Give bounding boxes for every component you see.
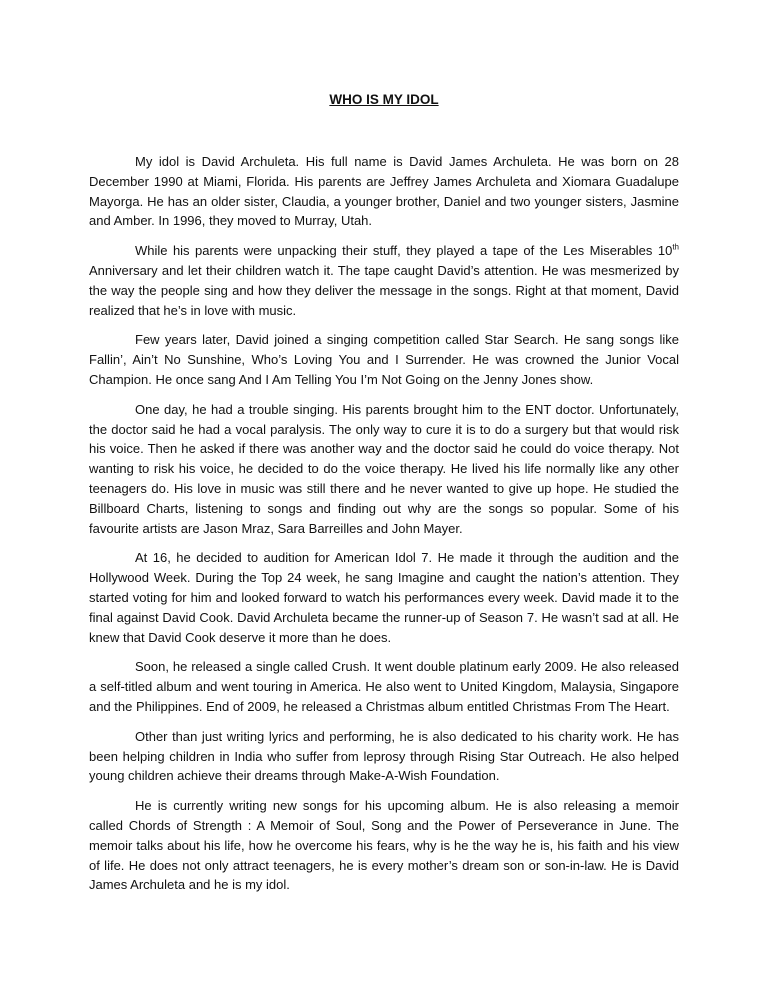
paragraph-4: One day, he had a trouble singing. His parents brought him to the ENT doctor. Unfortunately, the doctor said he had a vocal paralysis. The only way to cure it is to do a surgery but that would risk his voice. Then he asked if there was another way and the doctor said he could do voice therapy. Not wanting to risk his voice, he decided to do the voice therapy. He lived his life normally like any other teenagers do. His love in music was still there and he never wanted to give up hope. He studied the Billboard Charts, listening to songs and finding out why are the songs so popular. Some of his favourite artists are Jason Mraz, Sara Barreilles and John Mayer.	[89, 401, 679, 536]
document-body	[89, 152, 679, 905]
paragraph-2-text-start: While his parents were unpacking their stuff, they played a tape of the Les Miserables 10	[135, 243, 673, 259]
paragraph-3: Few years later, David joined a singing competition called Star Search. He sang songs like Fallin’, Ain’t No Sunshine, Who’s Loving You and I Surrender. He was crowned the Junior Vocal Champion. He once sang And I Am Telling You I’m Not Going on the Jenny Jones show.	[89, 332, 679, 387]
paragraph-7: Other than just writing lyrics and performing, he is also dedicated to his charity work. He has been helping children in India who suffer from leprosy through Rising Star Outreach. He also helped young children achieve their dreams through Make-A-Wish Foundation.	[89, 728, 679, 784]
paragraph-1: My idol is David Archuleta. His full name is David James Archuleta. He was born on 28 December 1990 at Miami, Florida. His parents are Jeffrey James Archuleta and Xiomara Guadalupe Mayorga. He has an older sister, Claudia, a younger brother, Daniel and two younger sisters, Jasmine and Amber. In 1996, they moved to Murray, Utah.	[89, 154, 679, 229]
superscript-th: th	[672, 242, 679, 252]
paragraph-2-text-end: Anniversary and let their children watch it. The tape caught David’s attention. He was mesmerized by the way the people sing and how they deliver the message in the songs. Right at that moment, David realized that he’s in love with music.	[89, 262, 679, 318]
paragraph-5: At 16, he decided to audition for American Idol 7. He made it through the audition and the Hollywood Week. During the Top 24 week, he sang Imagine and caught the nation’s attention. They started voting for him and looked forward to watch his performances every week. David made it to the final against David Cook. David Archuleta became the runner-up of Season 7. He wasn’t sad at all. He knew that David Cook deserve it more than he does.	[89, 550, 679, 645]
paragraph-2	[89, 241, 679, 320]
paragraph-6: Soon, he released a single called Crush. It went double platinum early 2009. He also released a self-titled album and went touring in America. He also went to United Kingdom, Malaysia, Singapore and the Philippines. End of 2009, he released a Christmas album entitled Christmas From The Heart.	[89, 659, 679, 714]
document-title: WHO IS MY IDOL	[329, 92, 439, 107]
paragraph-8: He is currently writing new songs for his upcoming album. He is also releasing a memoir called Chords of Strength : A Memoir of Soul, Song and the Power of Perseverance in June. The memoir talks about his life, how he overcome his fears, why is he the way he is, his faith and his view of life. He does not only attract teenagers, he is every mother’s dream son or son-in-law. He is David James Archuleta and he is my idol.	[89, 798, 679, 893]
